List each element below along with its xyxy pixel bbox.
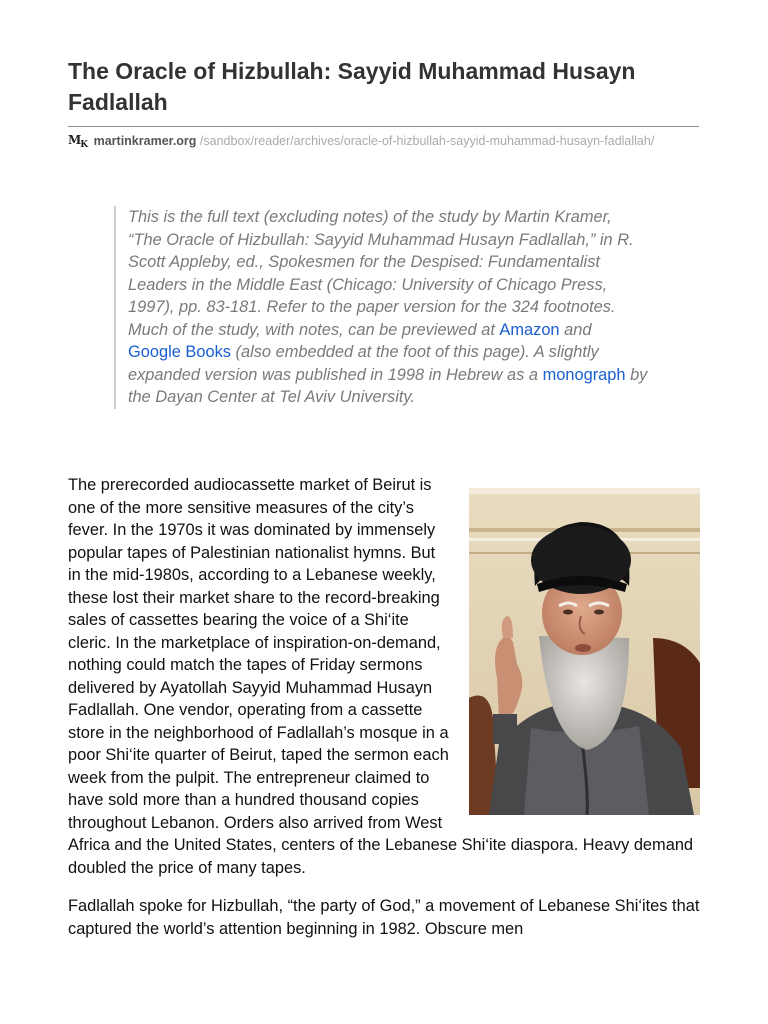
intro-text-4: by the Dayan Center at Tel Aviv University. [128, 365, 648, 406]
intro-text-3: (also embedded at the foot of this page). A slightly expanded version was published in 1998 in Hebrew as a [128, 343, 599, 384]
site-logo-icon: $M_K$ [68, 133, 88, 150]
intro-text-2: and [559, 320, 592, 339]
article-body [68, 474, 700, 956]
body-paragraph-2: Fadlallah spoke for Hizbullah, “the party of God,” a movement of Lebanese Shi‘ites that captured the world’s attention beginning in 1982. Obscure men [68, 897, 700, 938]
body-paragraph-1: The prerecorded audiocassette market of Beirut is one of the more sensitive measures of the city’s fever. In the 1970s it was dominated by immensely popular tapes of Palestinian nationalist hymns. But in the mid-1980s, according to a Lebanese weekly, these lost their market share to the record-breaking sales of cassettes bearing the voice of a Shi‘ite cleric. In the marketplace of inspiration-on-demand, nothing could match the tapes of Friday sermons delivered by Ayatollah Sayyid Muhammad Husayn Fadlallah. One vendor, operating from a cassette store in the neighborhood of Fadlallah’s mosque in a poor Shi‘ite quarter of Beirut, taped the sermon each week from the pulpit. The entrepreneur claimed to have sold more than a hundred thousand copies throughout Lebanon. Orders also arrived from West Africa and the United States, centers of the Lebanese Shi‘ite diaspora. Heavy demand doubled the price of many tapes. [68, 476, 694, 877]
source-domain-link[interactable]: martinkramer.org [93, 134, 197, 148]
source-line [68, 133, 688, 153]
amazon-link[interactable]: Amazon [499, 320, 560, 339]
article-title: The Oracle of Hizbullah: Sayyid Muhammad Husayn Fadlallah [68, 58, 636, 115]
title-divider [68, 126, 699, 127]
fadlallah-photo [469, 488, 700, 815]
intro-text-1: This is the full text (excluding notes) of the study by Martin Kramer, “The Oracle of Hizbullah: Sayyid Muhammad Husayn Fadlallah,” in R. Scott Appleby, ed., Spokesmen for the Despised: Fundamentalist Leaders in the Middle East (Chicago: University of Chicago Press, 1997), pp. 83-181. Refer to the paper version for the 324 footnotes. Much of the study, with notes, can be previewed at [128, 208, 634, 339]
monograph-link[interactable]: monograph [542, 365, 626, 384]
google-books-link[interactable]: Google Books [128, 343, 231, 361]
intro-blockquote [114, 206, 648, 409]
source-path: /sandbox/reader/archives/oracle-of-hizbullah-sayyid-muhammad-husayn-fadlallah/ [199, 134, 655, 148]
